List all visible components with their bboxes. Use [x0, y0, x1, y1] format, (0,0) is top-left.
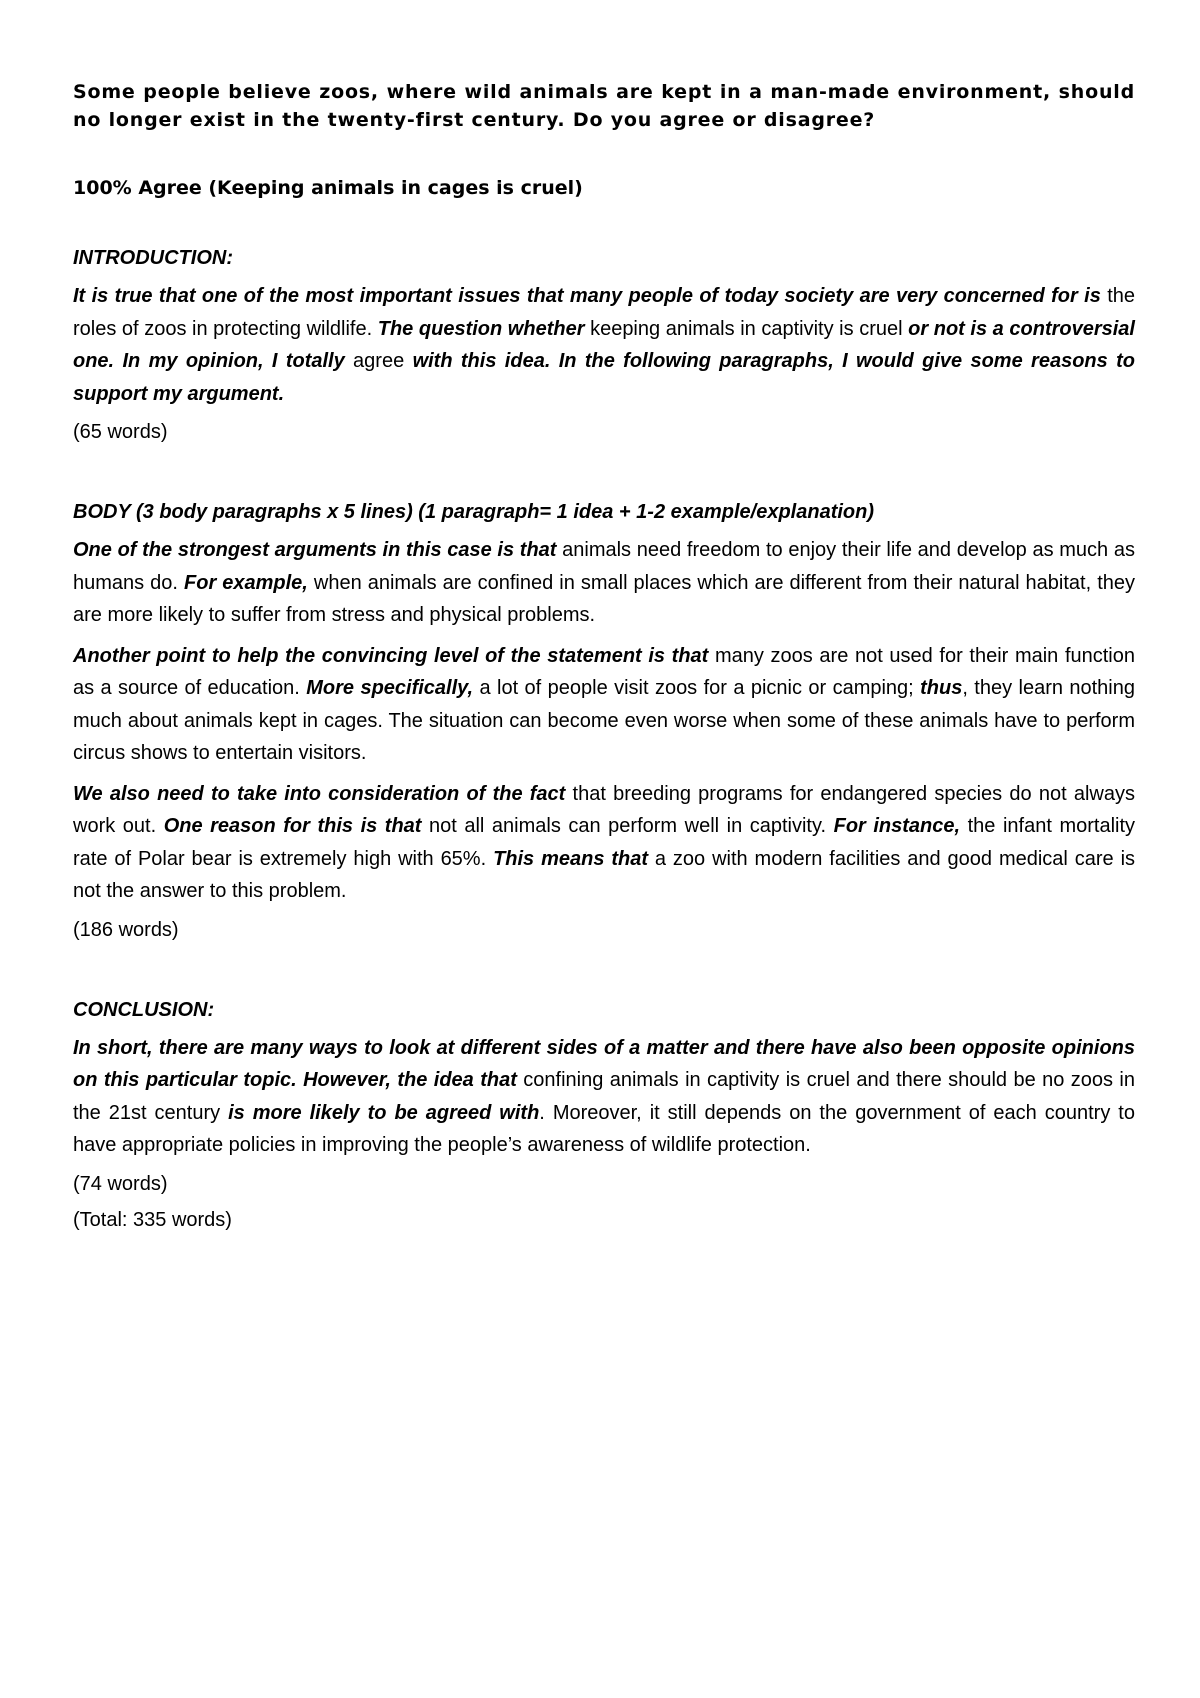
- conclusion-paragraph: [73, 1032, 1135, 1162]
- conclusion-phrase-1: In short, there are many ways to look at different sides of a matter and there have also been opposite opinions on this particular topic. However, the idea that: [73, 1036, 1135, 1091]
- body2-phrase-2: More specifically,: [306, 677, 474, 699]
- conclusion-heading: CONCLUSION:: [73, 998, 215, 1021]
- introduction-paragraph: [73, 280, 1135, 410]
- body2-text-2: a lot of people visit zoos for a picnic or camping;: [473, 677, 921, 699]
- intro-phrase-3: or not is a controversial one. In my opinion, I totally: [73, 317, 1135, 372]
- conclusion-text-1: confining animals in captivity is cruel and there should be no zoos in the 21st century: [73, 1069, 1135, 1124]
- essay-prompt: Some people believe zoos, where wild animals are kept in a man-made environment, should no longer exist in the twenty-first century. Do you agree or disagree?: [73, 81, 1135, 131]
- body2-phrase-1: Another point to help the convincing level of the statement is that: [73, 644, 709, 667]
- body3-text-1: that breeding programs for endangered species do not always work out.: [73, 782, 1135, 837]
- body1-text-2: when animals are confined in small places which are different from their natural habitat, they are more likely to suffer from stress and physical problems.: [73, 571, 1135, 626]
- intro-phrase-1: It is true that one of the most important issues that many people of today society are very concerned for is: [73, 285, 1101, 307]
- body3-phrase-4: This means that: [493, 847, 649, 870]
- conclusion-word-count: (74 words): [73, 1172, 168, 1195]
- body-paragraph-1: [73, 534, 1135, 632]
- body-paragraph-2: [73, 640, 1135, 770]
- body3-phrase-1: We also need to take into consideration of the fact: [73, 782, 566, 805]
- body3-text-2: not all animals can perform well in captivity.: [421, 815, 834, 837]
- body2-text-1: many zoos are not used for their main function as a source of education.: [73, 644, 1135, 699]
- conclusion-text-2: . Moreover, it still depends on the government of each country to have appropriate policies in improving the people’s awareness of wildlife protection.: [73, 1101, 1135, 1156]
- conclusion-phrase-2: is more likely to be agreed with: [228, 1101, 540, 1124]
- introduction-word-count: (65 words): [73, 421, 168, 443]
- body-heading: BODY (3 body paragraphs x 5 lines) (1 paragraph= 1 idea + 1-2 example/explanation): [73, 501, 875, 523]
- intro-text-3: agree: [344, 350, 413, 372]
- essay-page: [73, 78, 1135, 1234]
- body2-text-3: , they learn nothing much about animals kept in cages. The situation can become even worse when some of these animals have to perform circus shows to entertain visitors.: [73, 677, 1135, 764]
- body1-phrase-1: One of the strongest arguments in this case is that: [73, 539, 557, 561]
- body1-phrase-2: For example,: [184, 571, 308, 594]
- body3-phrase-3: For instance,: [833, 815, 961, 837]
- introduction-heading: INTRODUCTION:: [73, 247, 233, 269]
- stance-line: 100% Agree (Keeping animals in cages is cruel): [73, 177, 583, 199]
- intro-text-2: keeping animals in captivity is cruel: [584, 317, 909, 340]
- body3-phrase-2: One reason for this is that: [163, 815, 422, 837]
- body1-text-1: animals need freedom to enjoy their life and develop as much as humans do.: [73, 539, 1135, 594]
- body3-text-3: the infant mortality rate of Polar bear is extremely high with 65%.: [73, 815, 1136, 870]
- body2-phrase-3: thus: [920, 677, 963, 699]
- body-word-count: (186 words): [73, 918, 179, 941]
- body3-text-4: a zoo with modern facilities and good medical care is not the answer to this problem.: [73, 847, 1136, 902]
- intro-phrase-4: with this idea. In the following paragraphs, I would give some reasons to support my argument.: [73, 350, 1135, 405]
- body-paragraph-3: [73, 778, 1135, 908]
- total-word-count: (Total: 335 words): [73, 1208, 232, 1231]
- intro-phrase-2: The question whether: [377, 317, 585, 340]
- intro-text-1: the roles of zoos in protecting wildlife.: [73, 285, 1135, 340]
